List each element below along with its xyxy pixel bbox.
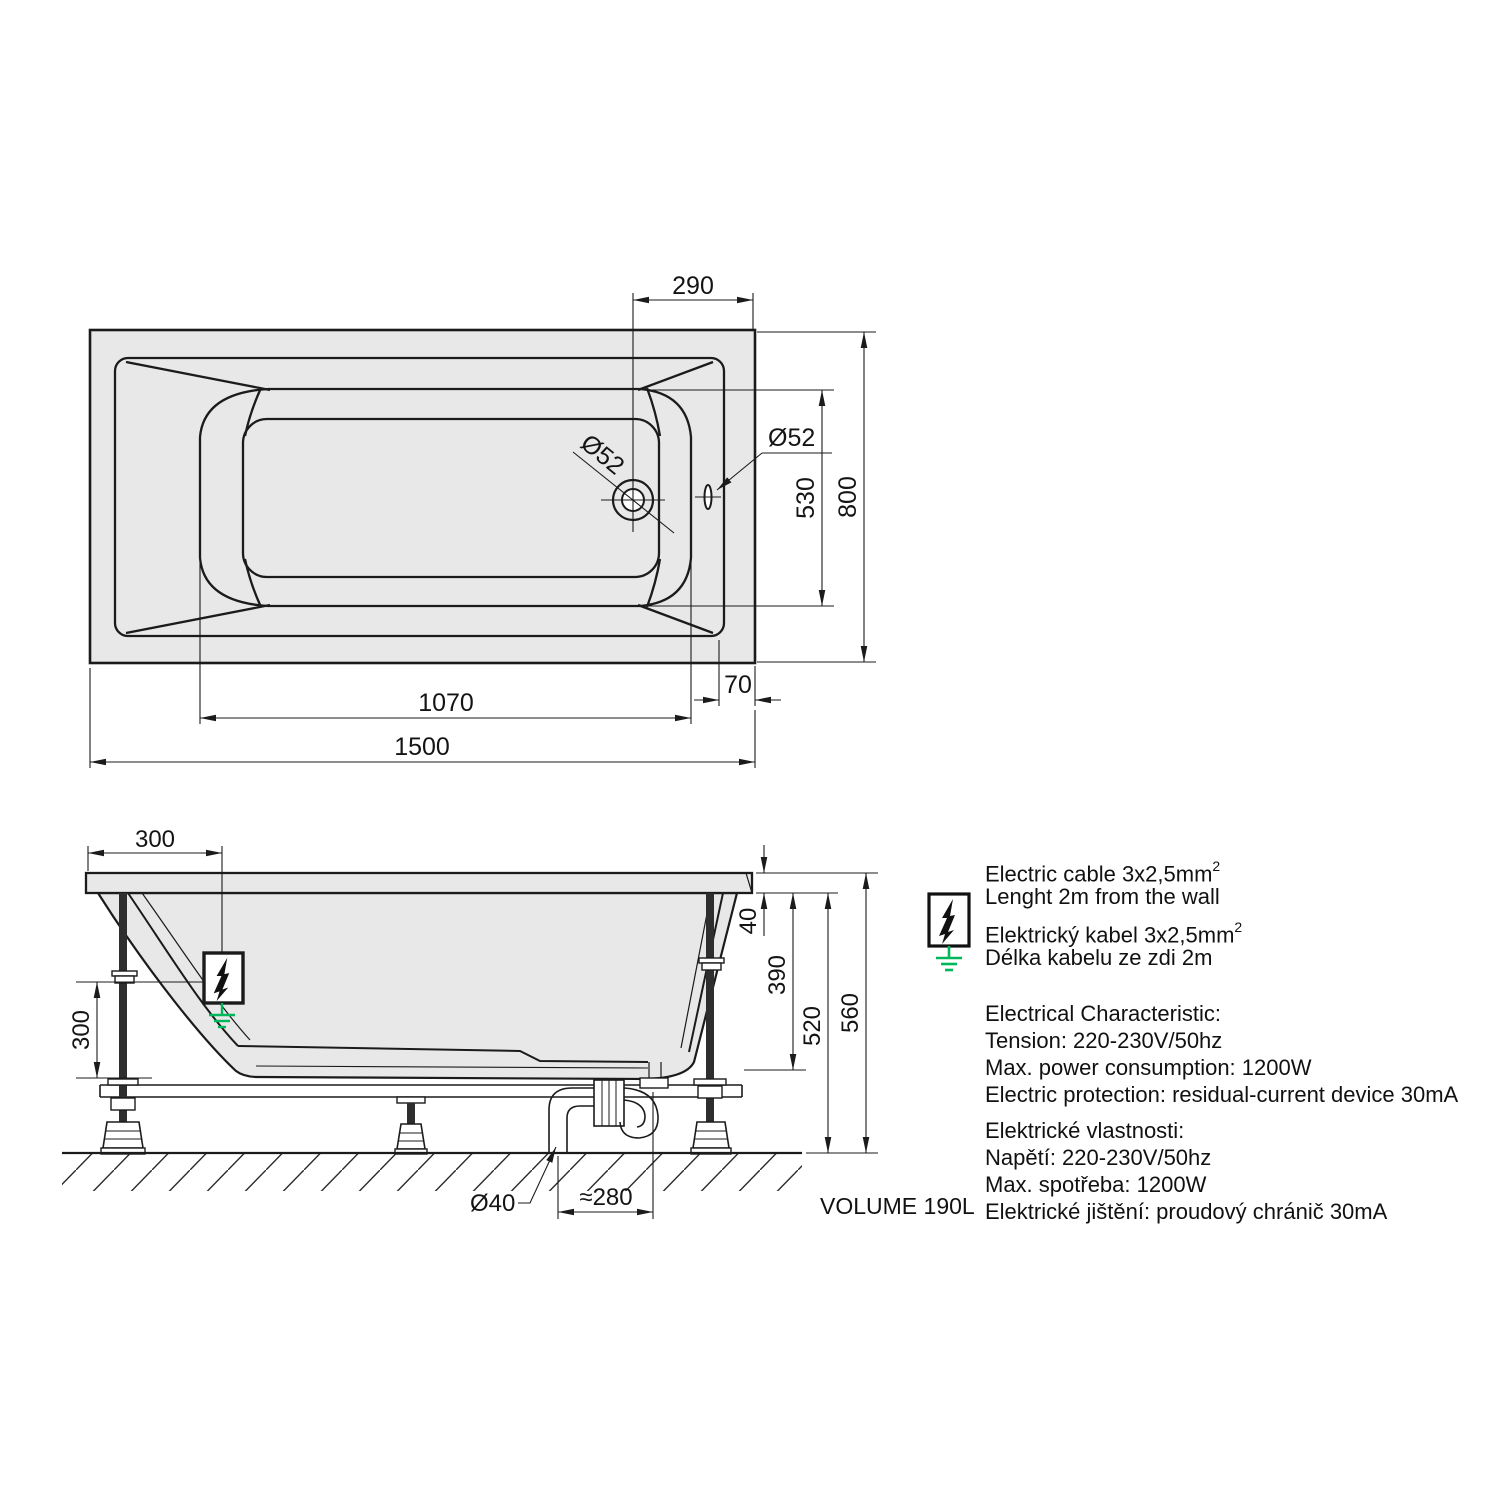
note-protection-cz: Elektrické jištění: proudový chránič 30mA	[985, 1199, 1388, 1224]
dim-300-top	[88, 826, 222, 871]
dim-300-top-label: 300	[134, 826, 176, 853]
dim-300-left-label: 300	[68, 1009, 95, 1051]
dim-530-label: 530	[792, 477, 820, 519]
note-protection-en: Electric protection: residual-current device 30mA	[985, 1082, 1459, 1107]
floor-hatching	[62, 1153, 802, 1191]
dim-800-label: 800	[834, 476, 862, 518]
note-electric-cable-en: Electric cable $3x2,5mm^2$	[985, 858, 1221, 887]
note-header-cz: Elektrické vlastnosti:	[985, 1118, 1185, 1143]
note-cable-length-cz: Délka kabelu ze zdi 2m	[985, 945, 1213, 970]
dim-560-label: 560	[837, 992, 864, 1034]
note-tension-cz: Napětí: 220-230V/50hz	[985, 1145, 1212, 1170]
note-power-cz: Max. spotřeba: 1200W	[985, 1172, 1207, 1197]
dim-520	[756, 893, 838, 1153]
tub-deck-outline	[90, 330, 755, 663]
note-tension-en: Tension: 220-230V/50hz	[985, 1028, 1223, 1053]
dim-1070-label: 1070	[418, 689, 474, 717]
middle-leg	[395, 1097, 427, 1154]
dim-390-label: 390	[764, 954, 791, 996]
dim-280-label: ≈280	[579, 1184, 633, 1211]
note-electric-cable-cz: Elektrický kabel $3x2,5mm^2$	[985, 919, 1243, 948]
dim-520-label: 520	[799, 1005, 826, 1047]
note-power-en: Max. power consumption: 1200W	[985, 1055, 1312, 1080]
note-header-en: Electrical Characteristic:	[985, 1001, 1221, 1026]
ground-legend-icon	[936, 946, 962, 970]
pipe-diameter-text: Ø40	[470, 1190, 516, 1217]
overflow-diameter-text: Ø52	[768, 424, 816, 452]
tub-deck-side	[86, 873, 752, 893]
siphon-pipes	[549, 1078, 668, 1153]
note-cable-length-en: Lenght 2m from the wall	[985, 884, 1220, 909]
electric-symbol-legend-icon	[926, 892, 974, 976]
side-view	[62, 826, 878, 1219]
volume-label: VOLUME 190L	[820, 1193, 975, 1219]
dim-40-label: 40	[735, 907, 762, 935]
drain-diameter-text: Ø52	[575, 428, 630, 481]
tub-bowl-outline	[98, 893, 737, 1079]
dim-1500-label: 1500	[394, 733, 450, 761]
top-view	[90, 272, 876, 768]
dim-290-label: 290	[672, 272, 714, 300]
dim-70-label: 70	[724, 671, 752, 699]
